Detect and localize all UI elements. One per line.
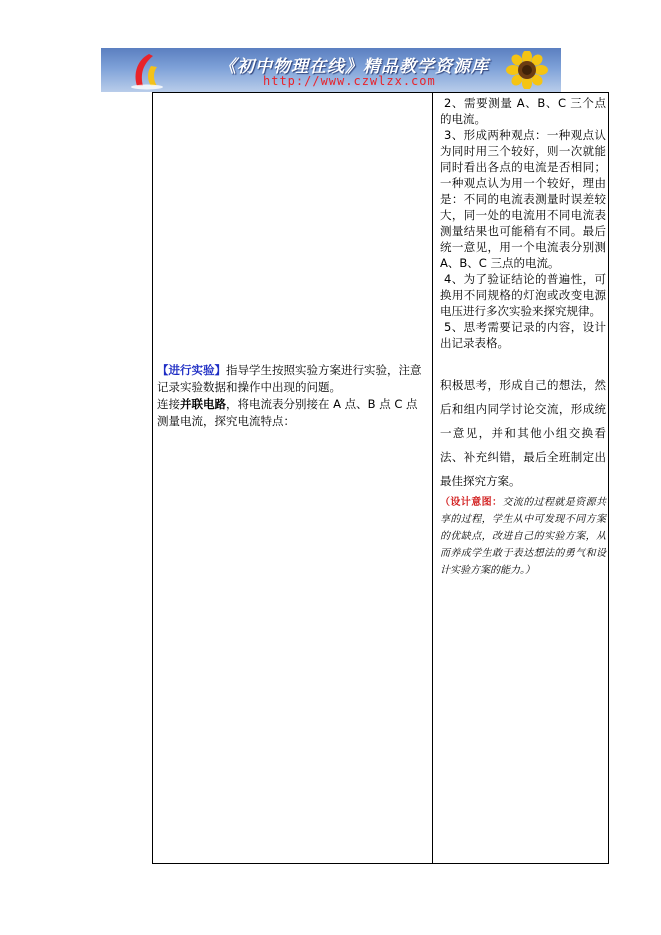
site-banner bbox=[101, 48, 561, 92]
point-3: 3、形成两种观点：一种观点认为同时用三个较好，则一次就能同时看出各点的电流是否相同；一种观点认为用一个较好，理由是：不同的电流表测量时误差较大，同一处的电流用不同电流表测量结果也可能稍有不同。最后统一意见，用一个电流表分别测 A、B、C 三点的电流。 bbox=[440, 128, 606, 270]
spacer bbox=[440, 351, 606, 373]
column-divider bbox=[432, 92, 433, 864]
banner-title: 《初中物理在线》精品教学资源库 bbox=[219, 57, 489, 77]
activity-label: 【进行实验】 bbox=[157, 363, 226, 377]
student-activity-cell bbox=[440, 95, 606, 579]
banner-url[interactable]: http://www.czwlzx.com bbox=[263, 74, 436, 88]
design-intent-note bbox=[440, 494, 606, 579]
sunflower-icon bbox=[499, 51, 555, 89]
connect-prefix: 连接 bbox=[157, 397, 180, 411]
circuit-term: 并联电路 bbox=[180, 397, 226, 411]
point-5: 5、思考需要记录的内容，设计出记录表格。 bbox=[440, 320, 606, 350]
activity-text: 指导学生按照实验方案进行实验，注意记录实验数据和操作中出现的问题。 bbox=[157, 363, 422, 394]
point-4: 4、为了验证结论的普遍性，可换用不同规格的灯泡或改变电源电压进行多次实验来探究规律。 bbox=[440, 272, 606, 318]
connect-suffix: ，将电流表分别接在 A 点、B 点 C 点测量电流，探究电流特点： bbox=[157, 397, 418, 428]
design-intent-text: 交流的过程就是资源共享的过程，学生从中可发现不同方案的优缺点，改进自己的实验方案，从而养成学生敢于表达想法的勇气和设计实验方案的能力。） bbox=[440, 497, 607, 576]
connect-paragraph bbox=[157, 396, 429, 430]
discussion-paragraph: 积极思考，形成自己的想法，然后和组内同学讨论交流，形成统一意见，并和其他小组交换看法、补充纠错，最后全班制定出最佳探究方案。 bbox=[440, 378, 606, 488]
activity-paragraph bbox=[157, 362, 429, 396]
point-2: 2、需要测量 A、B、C 三个点的电流。 bbox=[440, 96, 606, 126]
design-intent-label: （设计意图： bbox=[440, 497, 503, 508]
logo-icon bbox=[127, 52, 167, 90]
teacher-activity-cell bbox=[157, 362, 429, 430]
